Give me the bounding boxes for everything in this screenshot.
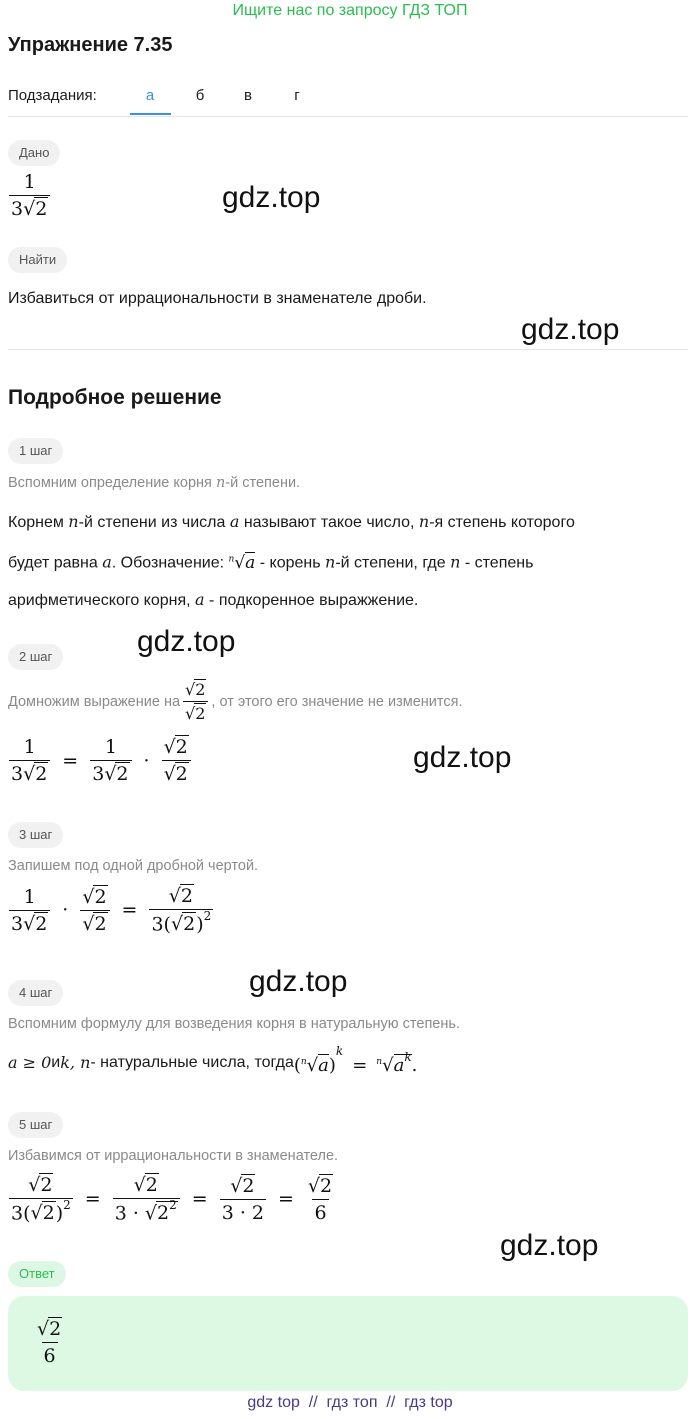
watermark: gdz.top	[222, 181, 321, 214]
tab-b[interactable]: б	[195, 87, 205, 104]
section-divider	[8, 349, 688, 350]
step-3-badge: 3 шаг	[8, 822, 63, 848]
active-tab-indicator	[130, 113, 171, 115]
step-1-badge: 1 шаг	[8, 438, 63, 464]
step-1-definition: Корнем n-й степени из числа a называют такое число, n-я степень которого будет равна a. Обозначение: $^n$√a - корень n-й степени, где n - степень арифметического корня, a - подкоренное выражжение.	[8, 512, 575, 609]
subtasks-label: Подзадания:	[8, 87, 97, 104]
step-4-note: Вспомним формулу для возведения корня в натуральную степень.	[8, 1016, 460, 1032]
watermark: gdz.top	[521, 313, 620, 346]
tab-a[interactable]: а	[145, 87, 155, 104]
step-5-note: Избавимся от иррациональности в знаменателе.	[8, 1148, 339, 1164]
find-badge: Найти	[8, 247, 67, 273]
step-2-badge: 2 шаг	[8, 644, 63, 670]
watermark: gdz.top	[500, 1229, 599, 1262]
step-4-formula: a ≥ 0 и k, n - натуральные числа, тогда $(^n√a)^k= ^n√a^k$.	[8, 1044, 418, 1076]
step-2-note: Домножим выражение на $\frac{√2}{√2}$ , от этого его значение не изменится.	[8, 680, 463, 723]
step-1-note: Вспомним определение корня n-й степени.	[8, 475, 301, 491]
given-badge: Дано	[8, 140, 60, 166]
page-title: Упражнение 7.35	[8, 34, 173, 56]
step-5-equation: $\frac{√2}{3(√2)^2}$ = $\frac{√2}{3 \cdot √2^2}$ = $\frac{√2}{3 \cdot 2}$ = $\frac{√2}{6}$	[11, 1174, 333, 1225]
step-4-badge: 4 шаг	[8, 980, 63, 1006]
step-2-equation: $\frac{1}{3√2}$ = $\frac{1}{3√2}$ · $\frac{√2}{√2}$	[6, 736, 194, 785]
solution-heading: Подробное решение	[8, 386, 222, 409]
promo-banner[interactable]: Ищите нас по запросу ГДЗ ТОП	[232, 2, 468, 19]
watermark: gdz.top	[413, 741, 512, 774]
tab-v[interactable]: в	[244, 87, 252, 104]
find-text: Избавиться от иррациональности в знаменателе дроби.	[8, 290, 427, 307]
step-5-badge: 5 шаг	[8, 1112, 63, 1138]
step-3-equation: $\frac{1}{3√2}$ · $\frac{√2}{√2}$ = $\frac{√2}{3(√2)^2}$	[11, 885, 212, 936]
tabs-divider	[8, 116, 688, 117]
watermark: gdz.top	[249, 965, 348, 998]
step-3-note: Запишем под одной дробной чертой.	[8, 858, 259, 874]
footer-links[interactable]: gdz top // гдз топ // гдз top	[247, 1394, 453, 1411]
watermark: gdz.top	[137, 625, 236, 658]
answer-badge: Ответ	[8, 1261, 66, 1287]
answer-box	[8, 1296, 688, 1391]
given-expression: $\frac{1}{3√2}$	[6, 171, 53, 220]
answer-expression: $\frac{√2}{6}$	[37, 1318, 62, 1367]
tab-g[interactable]: г	[294, 87, 300, 104]
